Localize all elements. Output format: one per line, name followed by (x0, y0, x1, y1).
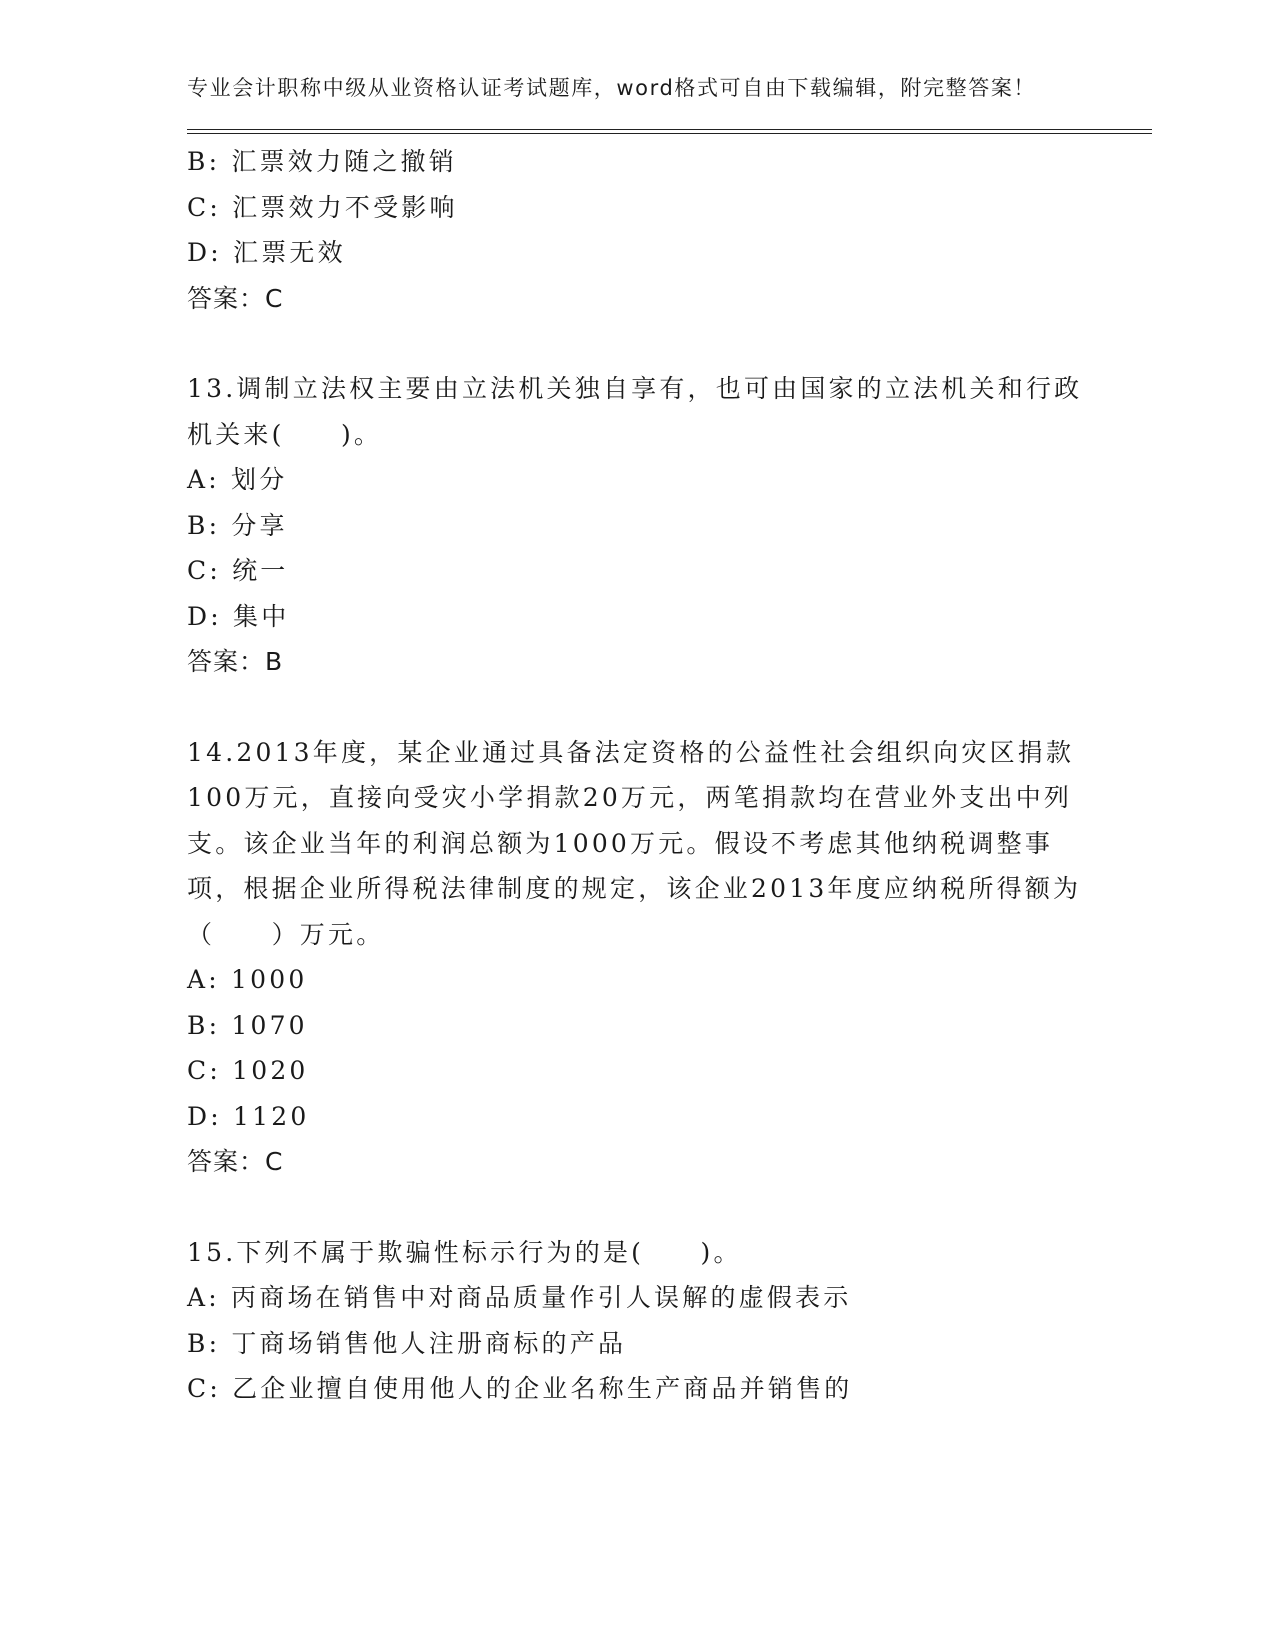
option-text: 1020 (232, 1056, 309, 1085)
option-text: 统一 (232, 556, 289, 585)
option-label: C: (187, 1056, 221, 1085)
option-d (187, 1094, 1152, 1140)
option-b (187, 1003, 1152, 1049)
spacer (187, 1185, 1152, 1230)
option-label: D: (187, 1101, 222, 1131)
option-c (187, 1366, 1152, 1412)
option-label: B: (187, 1328, 221, 1358)
option-text: 乙企业擅自使用他人的企业名称生产商品并销售的 (232, 1374, 853, 1403)
question-list (187, 139, 1152, 1412)
spacer (187, 321, 1152, 366)
option-c (187, 185, 1152, 231)
option-b (187, 139, 1152, 185)
answer-line: 答案：C (187, 1147, 284, 1176)
option-c (187, 548, 1152, 594)
option-label: C: (187, 1374, 221, 1403)
question-stem: 15.下列不属于欺骗性标示行为的是( )。 (187, 1237, 742, 1267)
option-text: 1120 (233, 1101, 310, 1131)
option-a (187, 957, 1152, 1003)
question-stem: 13.调制立法权主要由立法机关独自享有，也可由国家的立法机关和行政机关来( )。 (187, 374, 1083, 449)
question-13 (187, 366, 1152, 685)
option-b (187, 503, 1152, 549)
option-label: B: (187, 510, 221, 540)
option-text: 1000 (231, 965, 308, 994)
option-a (187, 1275, 1152, 1321)
question-15 (187, 1230, 1152, 1412)
question-12-continued (187, 139, 1152, 321)
option-text: 丁商场销售他人注册商标的产品 (231, 1328, 627, 1358)
header-divider (187, 129, 1152, 134)
page-header: 专业会计职称中级从业资格认证考试题库，word格式可自由下载编辑，附完整答案！ (187, 76, 1037, 100)
option-text: 划分 (231, 465, 288, 494)
option-d (187, 594, 1152, 640)
option-c (187, 1048, 1152, 1094)
document-page (187, 72, 1152, 1412)
option-label: A: (187, 1283, 220, 1312)
option-text: 1070 (231, 1010, 308, 1040)
question-14 (187, 730, 1152, 1185)
option-text: 汇票效力不受影响 (232, 192, 458, 222)
option-label: A: (187, 465, 220, 494)
option-text: 集中 (233, 601, 290, 631)
answer-line: 答案：B (187, 647, 284, 676)
option-label: C: (187, 192, 221, 222)
option-label: D: (187, 601, 222, 631)
option-label: D: (187, 238, 222, 267)
spacer (187, 685, 1152, 730)
option-b (187, 1321, 1152, 1367)
option-label: B: (187, 1010, 221, 1040)
option-text: 丙商场在销售中对商品质量作引人误解的虚假表示 (231, 1283, 852, 1312)
option-text: 分享 (231, 510, 288, 540)
answer-line: 答案：C (187, 283, 284, 313)
option-label: A: (187, 965, 220, 994)
question-stem: 14.2013年度，某企业通过具备法定资格的公益性社会组织向灾区捐款100万元，直接向受灾小学捐款20万元，两笔捐款均在营业外支出中列支。该企业当年的利润总额为1000万元。假设不考虑其他纳税调整事项，根据企业所得税法律制度的规定，该企业2013年度应纳税所得额为（ ）万元。 (187, 737, 1082, 949)
option-d (187, 230, 1152, 276)
option-label: B: (187, 147, 221, 176)
option-a (187, 457, 1152, 503)
option-text: 汇票效力随之撤销 (231, 147, 457, 176)
option-label: C: (187, 556, 221, 585)
option-text: 汇票无效 (233, 238, 346, 267)
